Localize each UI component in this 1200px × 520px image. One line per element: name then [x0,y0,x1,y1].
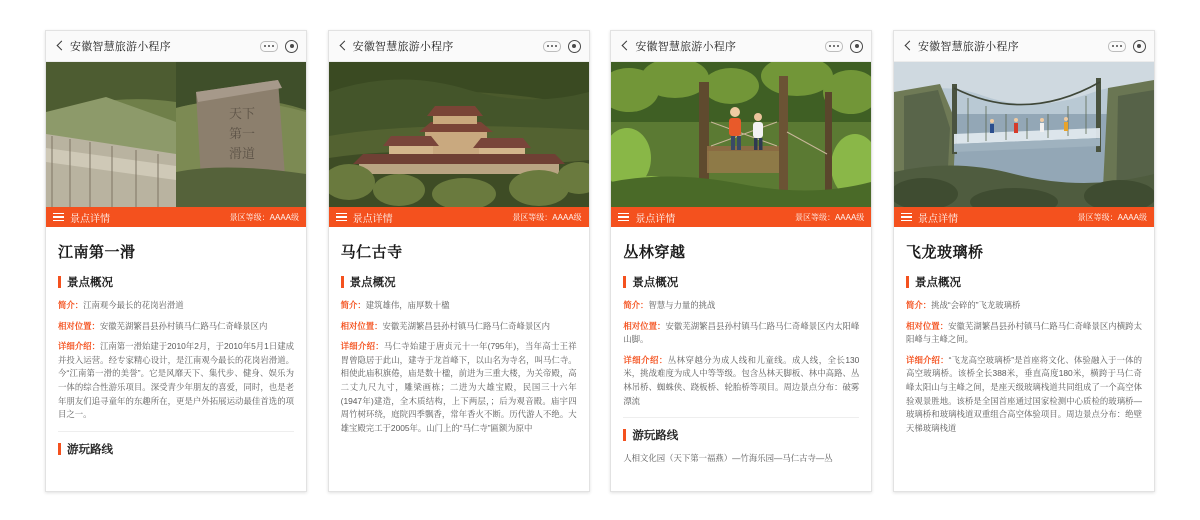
detail-row-1 [58,340,294,422]
hamburger-icon[interactable] [53,213,64,222]
more-dots-icon[interactable] [1108,41,1126,52]
nav-bar [329,31,589,62]
brief-row-2 [341,299,577,313]
location-key-1: 相对位置： [58,320,100,331]
phone-screen-2 [328,30,590,492]
location-value-3: 安徽芜湖繁昌县孙村镇马仁路马仁奇峰景区内太阳峰山脚。 [623,320,860,345]
hamburger-icon[interactable] [618,213,629,222]
section-tick-icon [58,276,61,288]
section-tick-icon [58,443,61,455]
divider-1 [58,431,294,432]
location-key-3: 相对位置： [623,320,666,331]
scenic-grade-4: 景区等级：AAAA级 [1077,212,1147,222]
section-route-label-3: 游玩路线 [632,430,679,443]
location-key-4: 相对位置： [905,320,949,331]
section-bar [894,207,1154,227]
page-title-1: 江南第一滑 [58,244,136,261]
hero-image-forest-ropes [611,62,871,207]
content-2 [329,227,589,491]
nav-right-actions [825,40,863,53]
detail-key-2: 详细介绍： [340,341,384,352]
brief-value-4: 挑战“会碎的”飞龙玻璃桥 [931,300,1021,310]
section-overview-2 [341,274,577,290]
section-bar [329,207,589,227]
hero-art-1 [46,62,306,207]
location-value-4: 安徽芜湖繁昌县孙村镇马仁路马仁奇峰景区内横跨太阳峰与主峰之间。 [905,320,1142,345]
location-value-2: 安徽芜湖繁昌县孙村镇马仁路马仁奇峰景区内 [382,320,551,331]
bar-label: 景点详情 [352,213,393,225]
section-tick-icon [623,276,626,288]
target-circle-icon[interactable] [850,40,863,53]
svg-text:天下: 天下 [228,107,256,122]
nav-title: 安徽智慧旅游小程序 [70,41,171,53]
nav-bar [46,31,306,62]
section-overview-label-3: 景点概况 [632,277,679,289]
nav-right-actions [260,40,298,53]
section-route-label-1: 游玩路线 [67,443,113,456]
hero-art-3 [611,62,871,207]
page-title-2: 马仁古寺 [340,244,403,261]
chevron-left-icon[interactable] [54,40,66,52]
brief-row-1 [58,299,294,313]
chevron-left-icon[interactable] [619,40,631,52]
brief-row-4 [906,299,1142,313]
more-dots-icon[interactable] [825,41,843,52]
bar-label: 景点详情 [917,213,958,225]
scenic-grade-1: 景区等级：AAAA级 [229,212,299,222]
location-row-4 [906,320,1142,347]
section-tick-icon [906,276,909,288]
location-row-3 [623,320,859,347]
section-overview-1 [58,274,294,290]
location-value-1: 安徽芜湖繁昌县孙村镇马仁路马仁奇峰景区内 [99,320,268,331]
detail-value-1: 江南第一滑始建于2010年2月，于2010年5月1日建成并投入运营。经专家精心设计，是江南观今最长的花岗岩滑道。今“江南第一滑的美誉”。它是风靡天下、集代步、健身、娱乐为一体的综合性游乐项目。深受青少年朋友的喜爱，同时，也是老年朋友们追寻童年的东趣所在，更是户外拓展运动最佳首选的项目之一。 [58,341,295,420]
content-1 [46,227,306,491]
page-title-4: 飞龙玻璃桥 [905,244,984,261]
content-3 [611,227,871,491]
section-overview-3 [623,274,859,290]
route-value-3: 人相文化园（天下第一福燕）—竹海乐园—马仁古寺—丛 [623,453,833,464]
detail-row-2 [341,340,577,435]
section-route-1 [58,441,294,457]
nav-title: 安徽智慧旅游小程序 [635,41,737,53]
brief-value-1: 江南观今最长的花岗岩滑道 [83,300,184,310]
more-dots-icon[interactable] [260,41,278,52]
svg-text:第一: 第一 [228,127,256,142]
brief-key-4: 简介： [905,300,932,310]
chevron-left-icon[interactable] [337,40,349,52]
scenic-grade-2: 景区等级：AAAA级 [512,212,582,222]
detail-row-4 [906,354,1142,436]
target-circle-icon[interactable] [1133,40,1146,53]
nav-title: 安徽智慧旅游小程序 [352,41,454,53]
hero-art-4 [894,62,1154,207]
section-bar [46,207,306,227]
divider-3 [623,417,859,418]
chevron-left-icon[interactable] [902,40,914,52]
section-overview-label-2: 景点概况 [349,277,396,289]
target-circle-icon[interactable] [285,40,298,53]
brief-value-2: 建筑雄伟，庙厚数十楹 [365,300,450,310]
bar-label: 景点详情 [635,213,676,225]
brief-key-2: 简介： [340,300,366,310]
phone-screen-1 [45,30,307,492]
brief-key-3: 简介： [623,300,649,310]
svg-text:滑道: 滑道 [228,147,256,162]
nav-bar [894,31,1154,62]
brief-value-3: 智慧与力量的挑战 [648,300,716,310]
hero-image-ancient-temple [329,62,589,207]
section-tick-icon [341,276,344,288]
detail-row-3 [623,354,859,408]
hero-art-2 [329,62,589,207]
detail-value-4: “飞龙高空玻璃桥”是首座将文化、体验融入于一体的高空玻璃桥。该桥全长388米，垂直高度180米，横跨于马仁奇峰太阳山与主峰之间，是座天级玻璃栈道共同组成了一个高空体验观景胜地。该桥是全国首座通过国家检测中心质检的玻璃桥—玻璃桥和玻璃栈道双重组合高空体验项目。周边景点分布：绝壁天梯玻璃栈道 [905,354,1142,433]
hamburger-icon[interactable] [901,213,912,222]
bar-label: 景点详情 [70,213,110,225]
scenic-grade-3: 景区等级：AAAA级 [794,212,865,222]
location-key-2: 相对位置： [340,320,383,331]
brief-key-1: 简介： [58,300,84,310]
more-dots-icon[interactable] [543,41,561,52]
section-overview-label-4: 景点概况 [914,277,961,289]
nav-bar [611,31,871,62]
brief-row-3 [623,299,859,313]
nav-right-actions [1108,40,1146,53]
section-overview-4 [906,274,1142,290]
phone-screen-3 [610,30,872,492]
detail-key-1: 详细介绍： [58,341,100,352]
location-row-1 [58,320,294,334]
nav-right-actions [543,40,581,53]
section-bar [611,207,871,227]
hero-image-glass-bridge [894,62,1154,207]
location-row-2 [341,320,577,334]
detail-value-3: 丛林穿越分为成人线和儿童线。成人线，全长130米，挑战难度为成人中等等级。包含丛林天脚板、林中高路、丛林吊桥、蜘蛛侠、跷板桥、轮胎桥等项目。周边景点分布：破雾漂流 [623,354,860,406]
phone-screen-4 [893,30,1155,492]
detail-value-2: 马仁寺始建于唐贞元十一年(795年)，当年高士王祥胃曾隐居于此山，建寺于龙首峰下，以山名为寺名，叫马仁寺。相使此庙积旗倦，庙是数十楹，前进为三重大楼，为关帝殿，高二丈九尺九寸，雕梁画栋；二进为大雄宝殿，民国三十六年(1947年)建造，全木质结构，上下两层，；后为观音殿。庙宇四周竹树环绕，庭院四季飘香，常年香火不断。历代游人不绝。大雄宝殿完工于2005年。山门上的“马仁寺”匾额为原中 [340,341,577,433]
section-tick-icon [623,429,626,441]
section-route-3 [623,427,859,443]
nav-title: 安徽智慧旅游小程序 [917,41,1019,53]
detail-key-3: 详细介绍： [623,354,668,365]
hamburger-icon[interactable] [336,213,347,222]
detail-key-4: 详细介绍： [905,354,949,365]
hero-image-suspension-bridge [46,62,306,207]
content-4 [894,227,1154,491]
target-circle-icon[interactable] [568,40,581,53]
page-title-3: 丛林穿越 [623,244,686,261]
section-overview-label-1: 景点概况 [67,277,113,289]
